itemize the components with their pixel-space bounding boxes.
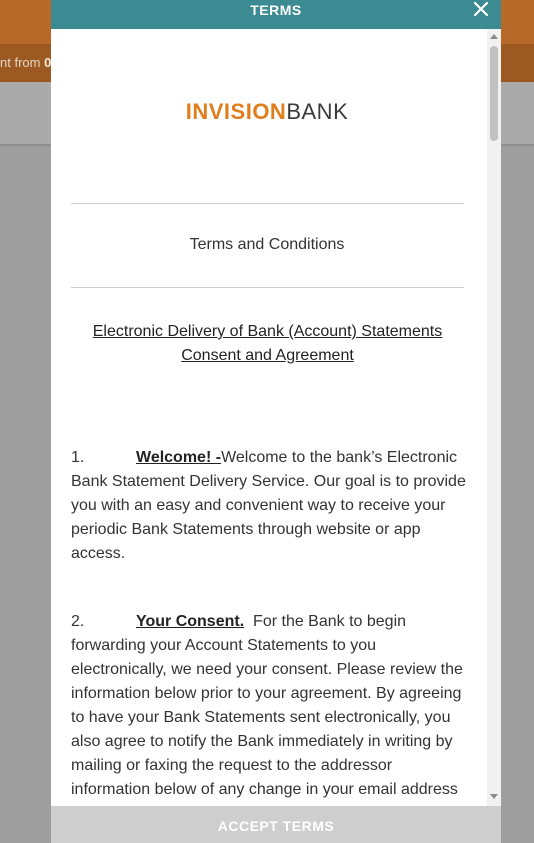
background-banner-prefix: nt from <box>0 55 45 70</box>
terms-heading: Terms and Conditions <box>189 236 345 253</box>
terms-content[interactable] <box>51 29 487 806</box>
background-banner-bold: 0 <box>44 55 52 70</box>
section-number: 2. <box>71 613 85 630</box>
scroll-up-arrow-icon[interactable] <box>490 34 498 39</box>
logo-part-bank: BANK <box>286 99 349 124</box>
modal-title: TERMS <box>250 2 302 18</box>
logo-part-invision: INVISION <box>185 99 287 124</box>
section-text: Welcome to the bank’s Electronic Bank Statement Delivery Service. Our goal is to provide you with an easy and convenient way to receive your periodic Bank Statements through website or app access. <box>71 449 466 562</box>
terms-modal <box>51 0 501 843</box>
section-text: For the Bank to begin forwarding your Account Statements to you electronically, we need your consent. Please review the information below prior to your agreement. By agreeing to have your Bank Statements sent electronically, you also agree to notify the Bank immediately in writing by mailing or faxing the request to the addressor information below of any change in your email address <box>71 613 468 798</box>
close-icon[interactable] <box>471 0 491 20</box>
section-2 <box>71 610 467 802</box>
divider-top <box>71 203 464 204</box>
section-number: 1. <box>71 449 85 466</box>
scrollbar[interactable] <box>487 29 501 806</box>
section-lead: Your Consent. <box>136 613 245 630</box>
divider-bottom <box>71 287 464 288</box>
modal-header <box>51 0 501 29</box>
document-title: Electronic Delivery of Bank (Account) Statements Consent and Agreement <box>92 323 443 364</box>
section-1 <box>71 446 467 566</box>
section-lead: Welcome! - <box>136 449 222 466</box>
bank-logo <box>51 99 483 125</box>
accept-terms-button[interactable]: ACCEPT TERMS <box>51 806 501 843</box>
scrollbar-thumb[interactable] <box>490 46 498 141</box>
scroll-down-arrow-icon[interactable] <box>490 794 498 799</box>
background-banner-text <box>0 55 51 70</box>
